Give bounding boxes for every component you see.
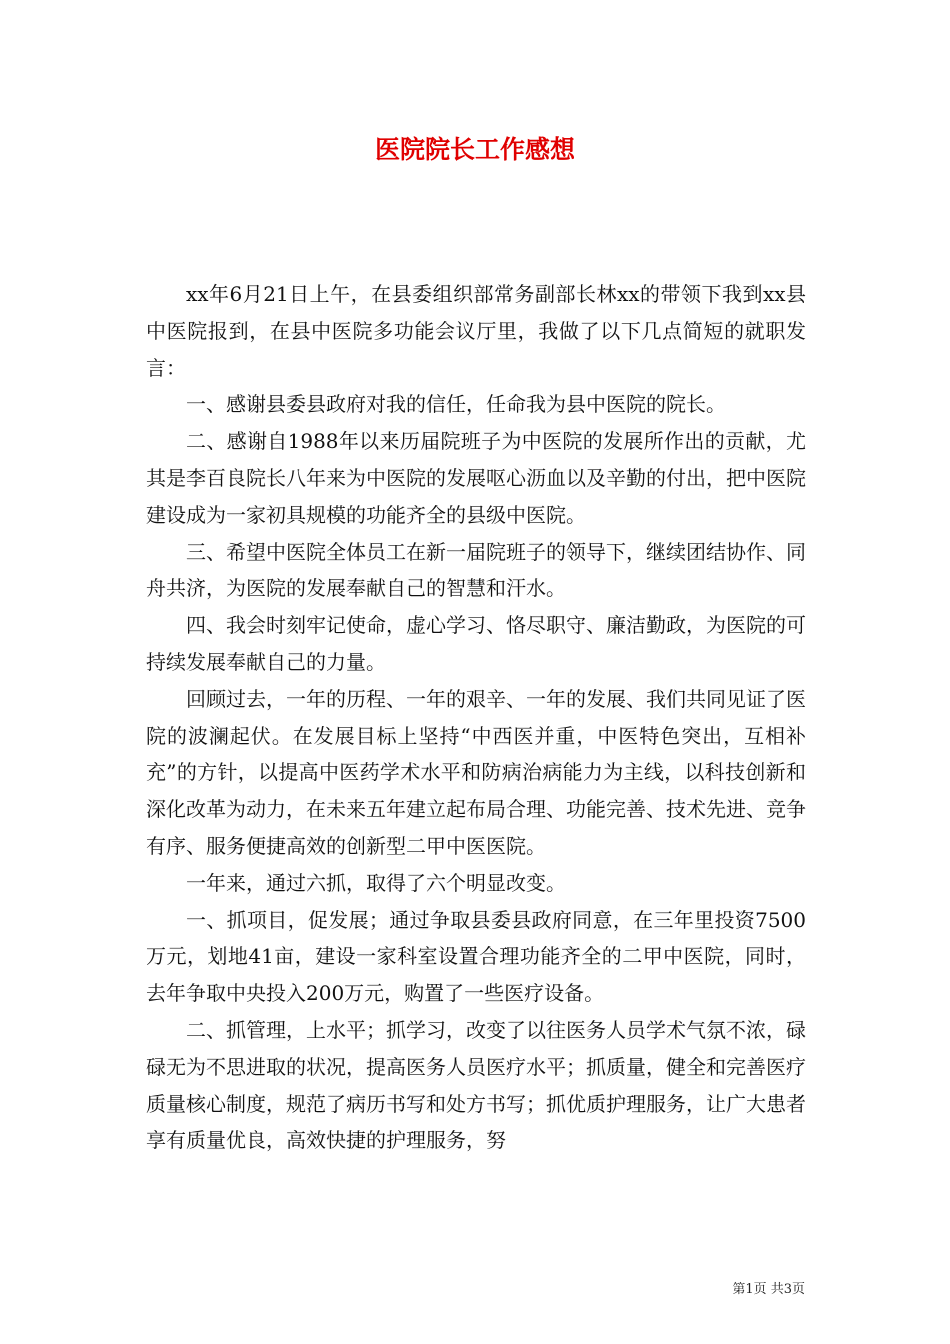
paragraph: 四、我会时刻牢记使命，虚心学习、恪尽职守、廉洁勤政，为医院的可持续发展奉献自己的力量。 — [146, 613, 806, 674]
document-title: 医院院长工作感想 — [374, 135, 575, 164]
paragraph: 二、感谢自1988年以来历届院班子为中医院的发展所作出的贡献，尤其是李百良院长八年来为中医院的发展呕心沥血以及辛勤的付出，把中医院建设成为一家初具规模的功能齐全的县级中医院。 — [146, 429, 806, 527]
paragraph: 一年来，通过六抓，取得了六个明显改变。 — [186, 870, 566, 895]
paragraph: 一、感谢县委县政府对我的信任，任命我为县中医院的院长。 — [186, 392, 726, 417]
paragraph: xx年6月21日上午，在县委组织部常务副部长林xx的带领下我到xx县中医院报到，在县中医院多功能会议厅里，我做了以下几点简短的就职发言： — [146, 282, 806, 380]
paragraph: 三、希望中医院全体员工在新一届院班子的领导下，继续团结协作、同舟共济，为医院的发展奉献自己的智慧和汗水。 — [146, 539, 806, 601]
paragraph: 一、抓项目，促发展；通过争取县委县政府同意，在三年里投资7500万元，划地41亩，建设一家科室设置合理功能齐全的二甲中医院，同时，去年争取中央投入200万元，购置了一些医疗设备。 — [146, 907, 806, 1006]
page-number-footer: 第1页 共3页 — [732, 1282, 805, 1297]
paragraph: 回顾过去，一年的历程、一年的艰辛、一年的发展、我们共同见证了医院的波澜起伏。在发展目标上坚持“中西医并重，中医特色突出，互相补充”的方针，以提高中医药学术水平和防病治病能力为主线，以科技创新和深化改革为动力，在未来五年建立起布局合理、功能完善、技术先进、竞争有序、服务便捷高效的创新型二甲中医医院。 — [146, 686, 806, 858]
document-body — [146, 276, 806, 1159]
paragraph: 二、抓管理，上水平；抓学习，改变了以往医务人员学术气氛不浓，碌碌无为不思进取的状况，提高医务人员医疗水平；抓质量，健全和完善医疗质量核心制度，规范了病历书写和处方书写；抓优质护理服务，让广大患者享有质量优良，高效快捷的护理服务，努 — [146, 1017, 806, 1153]
